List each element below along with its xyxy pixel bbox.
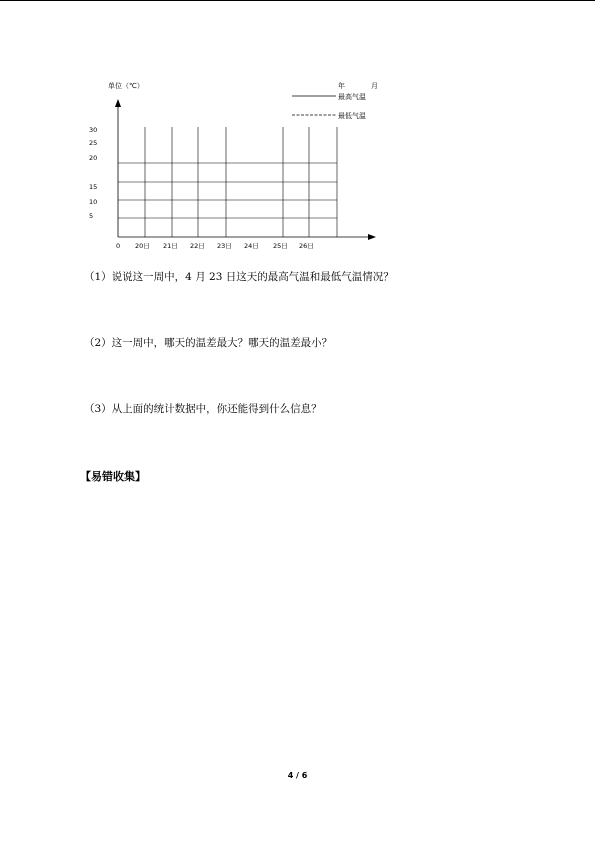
x-tick-label: 21日 <box>163 242 178 250</box>
grid-horizontal <box>118 163 337 218</box>
x-tick-label: 0 <box>116 242 121 250</box>
x-tick-label: 26日 <box>299 242 314 250</box>
chart-unit-label: 单位（℃） <box>108 82 144 90</box>
question-3: （3）从上面的统计数据中，你还能得到什么信息？ <box>84 403 322 415</box>
x-axis-arrow <box>368 234 376 240</box>
x-tick-label: 20日 <box>135 242 150 250</box>
section-heading: 【易错收集】 <box>80 470 146 483</box>
legend-item-high: 最高气温 <box>338 93 366 101</box>
y-tick-label: 15 <box>89 183 98 191</box>
page-number: 4 / 6 <box>287 771 308 780</box>
x-tick-label: 22日 <box>190 242 205 250</box>
x-tick-label: 24日 <box>244 242 259 250</box>
y-axis-arrow <box>115 99 121 107</box>
y-tick-label: 5 <box>89 212 94 220</box>
legend-item-low: 最低气温 <box>338 112 366 120</box>
y-tick-label: 25 <box>89 139 98 147</box>
y-tick-label: 20 <box>89 154 98 162</box>
question-1: （1）说说这一周中，4 月 23 日这天的最高气温和最低气温情况？ <box>84 271 394 283</box>
x-tick-label: 25日 <box>273 242 288 250</box>
chart-month-label: 月 <box>371 82 378 90</box>
question-2: （2）这一周中，哪天的温差最大？哪天的温差最小？ <box>84 337 333 349</box>
chart-year-label: 年 <box>338 82 345 90</box>
y-tick-label: 30 <box>89 126 98 134</box>
top-border-line <box>0 0 595 1</box>
y-tick-label: 10 <box>89 198 98 206</box>
x-tick-label: 23日 <box>217 242 232 250</box>
temperature-chart <box>80 75 390 255</box>
